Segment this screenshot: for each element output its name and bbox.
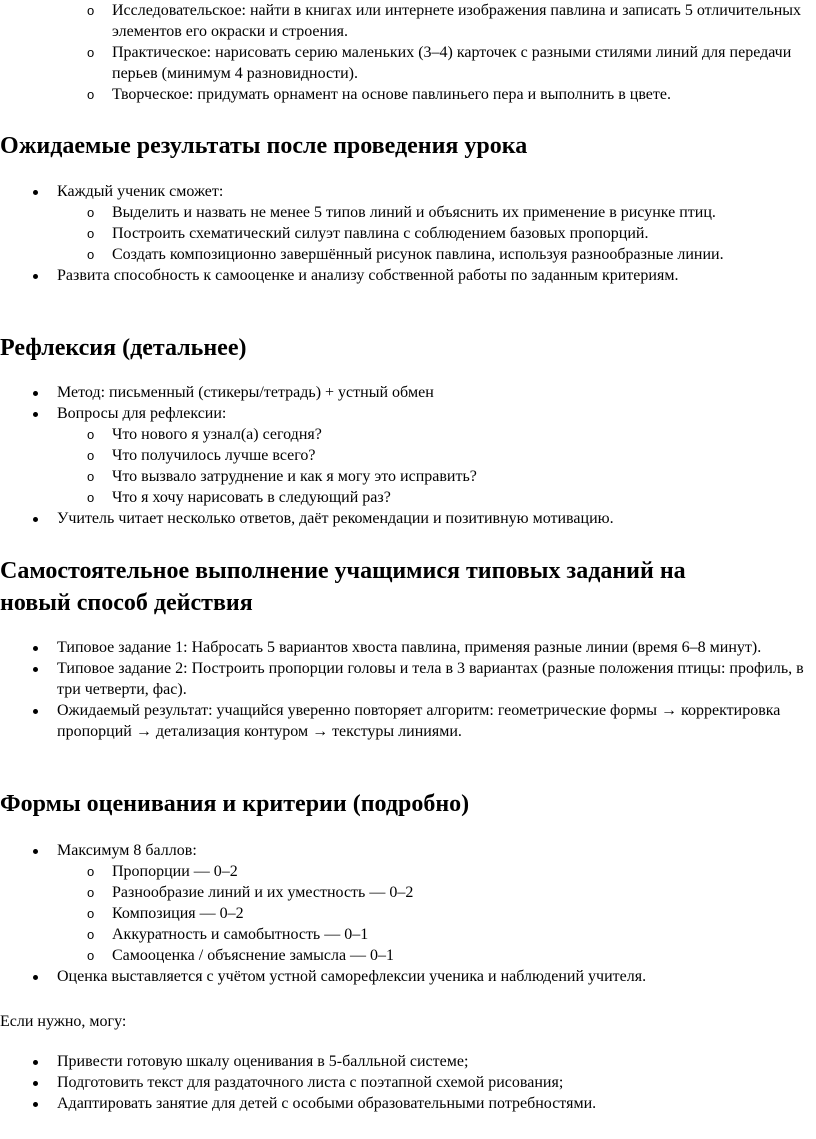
reflection-list bbox=[0, 382, 816, 529]
bullet-dot-icon bbox=[33, 190, 38, 195]
list-item: Каждый ученик сможет: bbox=[0, 181, 816, 202]
bullet-dot-icon bbox=[33, 709, 38, 714]
circle-bullet-icon: o bbox=[87, 247, 95, 262]
circle-bullet-icon: o bbox=[87, 490, 95, 505]
list-item: Типовое задание 1: Набросать 5 вариантов хвоста павлина, применяя разные линии (время 6–8 минут). bbox=[0, 637, 816, 658]
list-item: o Аккуратность и самобытность — 0–1 bbox=[87, 926, 369, 943]
assessment-list bbox=[0, 840, 816, 987]
list-item: Адаптировать занятие для детей с особыми образовательными потребностями. bbox=[0, 1093, 816, 1114]
list-item: o Разнообразие линий и их уместность — 0–2 bbox=[87, 884, 414, 901]
circle-bullet-icon: o bbox=[87, 469, 95, 484]
list-item: o Что я хочу нарисовать в следующий раз? bbox=[87, 489, 391, 506]
bullet-dot-icon bbox=[33, 1060, 38, 1065]
circle-bullet-icon: o bbox=[87, 864, 95, 879]
list-item: o Что нового я узнал(а) сегодня? bbox=[87, 426, 322, 443]
circle-bullet-icon: o bbox=[87, 226, 95, 241]
list-item: Оценка выставляется с учётом устной саморефлексии ученика и наблюдений учителя. bbox=[0, 966, 816, 987]
task-list bbox=[0, 0, 816, 105]
list-item: o Самооценка / объяснение замысла — 0–1 bbox=[87, 947, 395, 964]
list-item: o Исследовательское: найти в книгах или интернете изображения павлина и записать 5 отличительных элементов его окраски и строения. bbox=[87, 2, 802, 40]
section-heading-assessment: Формы оценивания и критерии (подробно) bbox=[0, 791, 470, 817]
list-item: Вопросы для рефлексии: bbox=[0, 403, 816, 424]
circle-bullet-icon: o bbox=[87, 885, 95, 900]
section-heading-results: Ожидаемые результаты после проведения урока bbox=[0, 133, 528, 159]
list-item: Метод: письменный (стикеры/тетрадь) + устный обмен bbox=[0, 382, 816, 403]
circle-bullet-icon: o bbox=[87, 87, 95, 102]
bullet-dot-icon bbox=[33, 1081, 38, 1086]
bullet-dot-icon bbox=[33, 1102, 38, 1107]
list-item: o Практическое: нарисовать серию маленьких (3–4) карточек с разными стилями линий для передачи перьев (минимум 4 разновидности). bbox=[87, 44, 792, 82]
circle-bullet-icon: o bbox=[87, 427, 95, 442]
circle-bullet-icon: o bbox=[87, 948, 95, 963]
list-item: Максимум 8 баллов: bbox=[0, 840, 816, 861]
bullet-dot-icon bbox=[33, 849, 38, 854]
list-item: o Композиция — 0–2 bbox=[87, 905, 244, 922]
tasks-list bbox=[0, 637, 816, 742]
circle-bullet-icon: o bbox=[87, 906, 95, 921]
list-item: Подготовить текст для раздаточного листа с поэтапной схемой рисования; bbox=[0, 1072, 816, 1093]
circle-bullet-icon: o bbox=[87, 448, 95, 463]
list-item: o Что вызвало затруднение и как я могу это исправить? bbox=[87, 468, 477, 485]
list-item: o Творческое: придумать орнамент на основе павлиньего пера и выполнить в цвете. bbox=[87, 86, 671, 103]
list-item: o Пропорции — 0–2 bbox=[87, 863, 238, 880]
circle-bullet-icon: o bbox=[87, 45, 95, 60]
results-list bbox=[0, 181, 816, 286]
list-item: Привести готовую шкалу оценивания в 5-балльной системе; bbox=[0, 1051, 816, 1072]
list-item: Типовое задание 2: Построить пропорции головы и тела в 3 вариантах (разные положения птицы: профиль, в три четверти, фас). bbox=[0, 658, 816, 700]
list-item: o Что получилось лучше всего? bbox=[87, 447, 316, 464]
section-heading-tasks-line1: Самостоятельное выполнение учащимися типовых заданий на bbox=[0, 558, 686, 584]
bullet-dot-icon bbox=[33, 274, 38, 279]
closing-list bbox=[0, 1051, 816, 1114]
circle-bullet-icon: o bbox=[87, 927, 95, 942]
list-item: o Построить схематический силуэт павлина с соблюдением базовых пропорций. bbox=[87, 225, 649, 242]
list-item: Ожидаемый результат: учащийся уверенно повторяет алгоритм: геометрические формы → корректировка пропорций → детализация контуром → текстуры линиями. bbox=[0, 700, 816, 742]
section-heading-reflection: Рефлексия (детальнее) bbox=[0, 335, 247, 361]
bullet-dot-icon bbox=[33, 646, 38, 651]
bullet-dot-icon bbox=[33, 517, 38, 522]
circle-bullet-icon: o bbox=[87, 205, 95, 220]
list-item: o Создать композиционно завершённый рисунок павлина, используя разнообразные линии. bbox=[87, 246, 724, 263]
closing-intro: Если нужно, могу: bbox=[0, 1013, 127, 1030]
list-item: Учитель читает несколько ответов, даёт рекомендации и позитивную мотивацию. bbox=[0, 508, 816, 529]
circle-bullet-icon: o bbox=[87, 3, 95, 18]
bullet-dot-icon bbox=[33, 412, 38, 417]
list-item: Развита способность к самооценке и анализу собственной работы по заданным критериям. bbox=[0, 265, 816, 286]
bullet-dot-icon bbox=[33, 667, 38, 672]
bullet-dot-icon bbox=[33, 975, 38, 980]
bullet-dot-icon bbox=[33, 391, 38, 396]
list-item: o Выделить и назвать не менее 5 типов линий и объяснить их применение в рисунке птиц. bbox=[87, 204, 716, 221]
section-heading-tasks-line2: новый способ действия bbox=[0, 590, 253, 616]
